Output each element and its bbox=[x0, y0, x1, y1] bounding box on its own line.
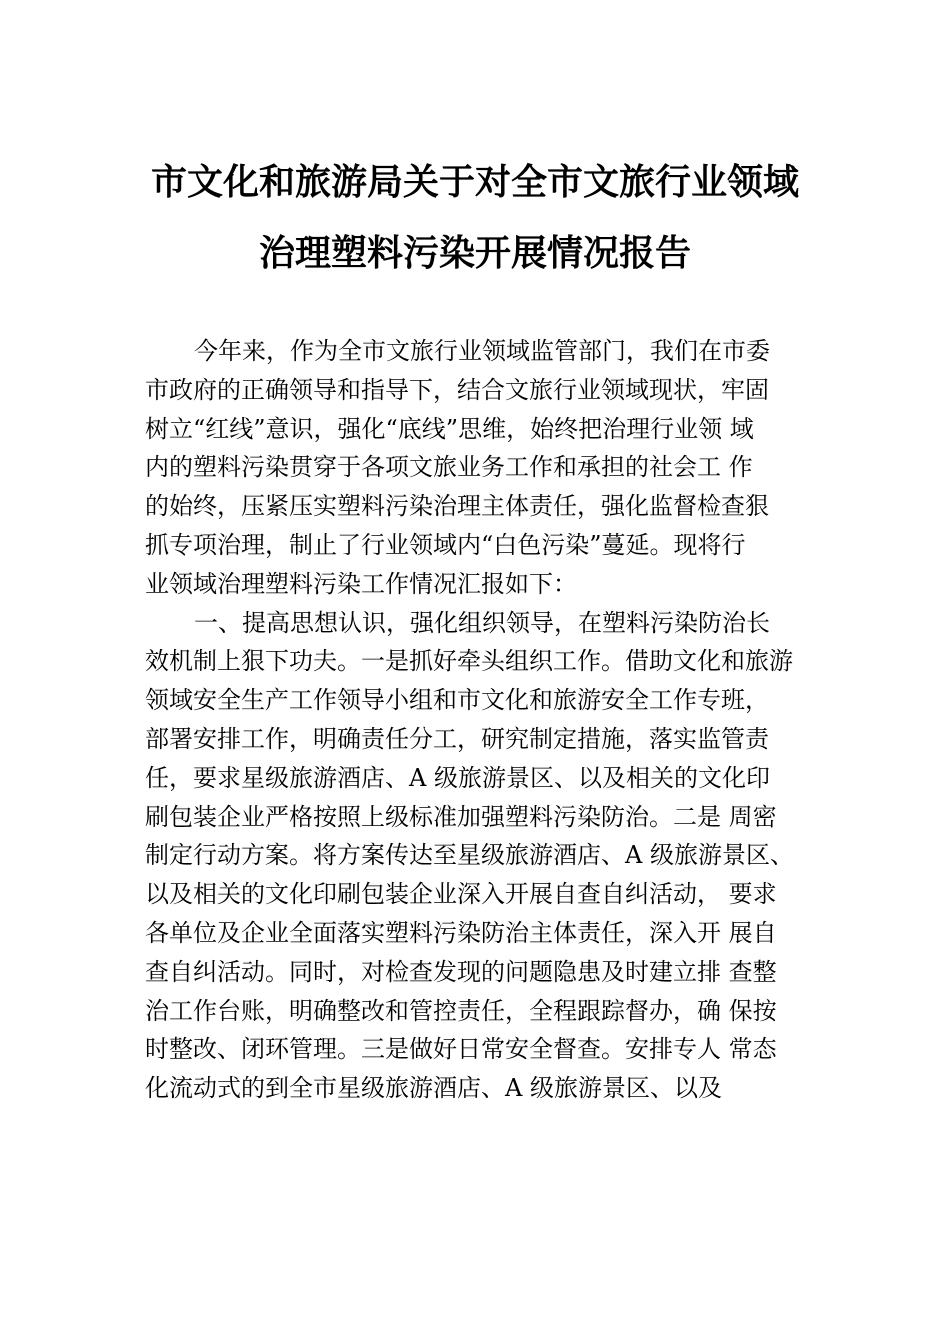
body-text-line: 树立“红线”意识，强化“底线”思维，始终把治理行业领 域 bbox=[145, 414, 754, 443]
body-text-line: 治工作台账，明确整改和管控责任，全程跟踪督办，确 保按 bbox=[145, 996, 777, 1025]
body-text-line: 市政府的正确领导和指导下，结合文旅行业领域现状，牢固 bbox=[145, 375, 769, 404]
body-text-line: 以及相关的文化印刷包装企业深入开展自查自纠活动， 要求 bbox=[145, 880, 777, 909]
document-body bbox=[145, 332, 825, 1108]
body-text-line: 部署安排工作，明确责任分工，研究制定措施，落实监管责 bbox=[145, 724, 769, 753]
document-title-line-2: 治理塑料污染开展情况报告 bbox=[258, 232, 691, 274]
body-text-line: 抓专项治理，制止了行业领域内“白色污染”蔓延。现将行 bbox=[145, 530, 746, 559]
body-text-line: 制定行动方案。将方案传达至星级旅游酒店、A 级旅游景区、 bbox=[145, 841, 794, 870]
body-text-line: 业领域治理塑料污染工作情况汇报如下： bbox=[145, 569, 577, 598]
body-text-line: 化流动式的到全市星级旅游酒店、A 级旅游景区、以及 bbox=[145, 1074, 722, 1103]
body-text-line: 一、提高思想认识，强化组织领导，在塑料污染防治长 bbox=[194, 608, 770, 637]
body-text-line: 的始终，压紧压实塑料污染治理主体责任，强化监督检查狠 bbox=[145, 492, 769, 521]
body-text-line: 内的塑料污染贯穿于各项文旅业务工作和承担的社会工 作 bbox=[145, 453, 753, 482]
body-text-line: 效机制上狠下功夫。一是抓好牵头组织工作。借助文化和旅游 bbox=[145, 647, 793, 676]
body-text-line: 领域安全生产工作领导小组和市文化和旅游安全工作专班， bbox=[145, 686, 769, 715]
body-text-line: 任，要求星级旅游酒店、A 级旅游景区、以及相关的文化印 bbox=[145, 763, 770, 792]
body-text-line: 查自纠活动。同时，对检查发现的问题隐患及时建立排 查整 bbox=[145, 957, 777, 986]
body-text-line: 时整改、闭环管理。三是做好日常安全督查。安排专人 常态 bbox=[145, 1035, 777, 1064]
body-text-line: 今年来，作为全市文旅行业领域监管部门，我们在市委 bbox=[194, 337, 770, 365]
document-title-line-1: 市文化和旅游局关于对全市文旅行业领域 bbox=[150, 161, 799, 203]
body-text-line: 各单位及企业全面落实塑料污染防治主体责任，深入开 展自 bbox=[145, 918, 777, 947]
body-text-line: 刷包装企业严格按照上级标准加强塑料污染防治。二是 周密 bbox=[145, 802, 777, 831]
